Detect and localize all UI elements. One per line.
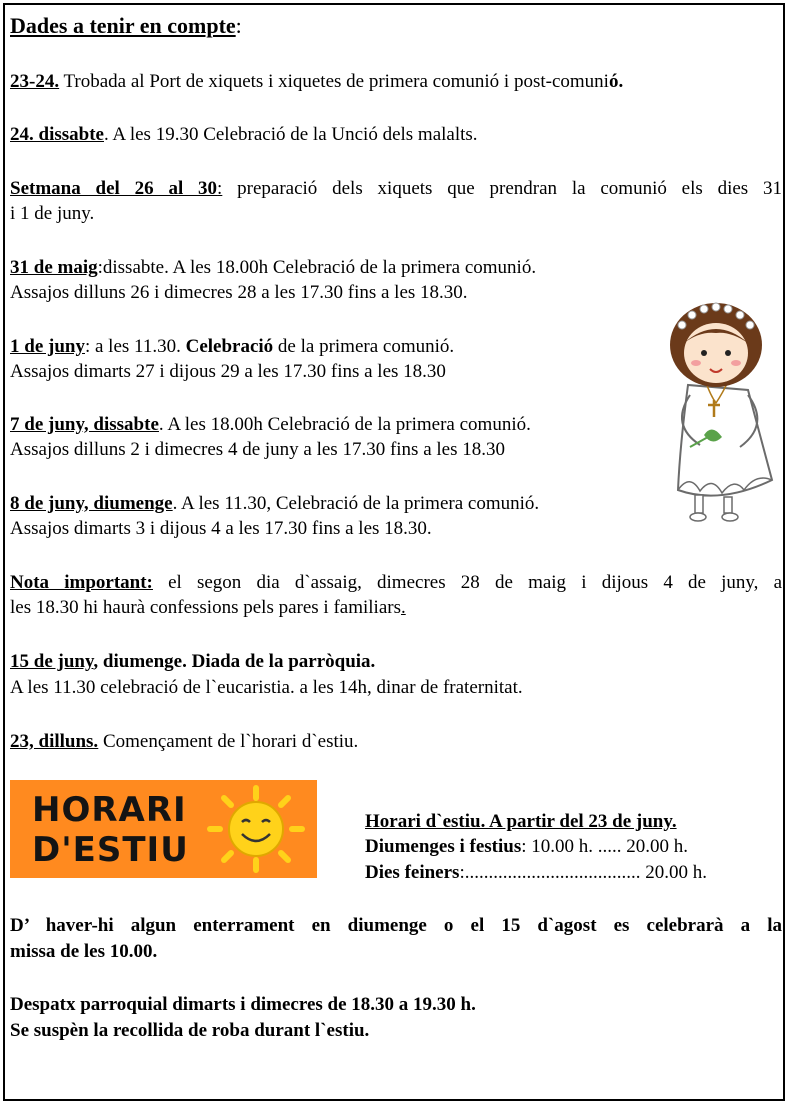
page-title: Dades a tenir en compte: [10,13,242,38]
communion-girl-illustration [660,295,780,525]
schedule-heading: Horari d`estiu. A partir del 23 de juny. [365,811,677,832]
banner-line1: HORARI [32,790,187,830]
item-1-juny-assajos: Assajos dimarts 27 i dijous 29 a les 17.30 fins a les 18.30 [10,361,446,382]
item-8-juny-assajos: Assajos dimarts 3 i dijous 4 a les 17.30 fins a les 18.30. [10,518,432,539]
item-7-juny: 7 de juny, dissabte. A les 18.00h Celebració de la primera comunió. [10,414,531,435]
item-31-maig-assajos: Assajos dilluns 26 i dimecres 28 a les 17.30 fins a les 18.30. [10,282,468,303]
item-31-maig: 31 de maig:dissabte. A les 18.00h Celebració de la primera comunió. [10,257,537,278]
schedule-row-diumenges: Diumenges i festius: 10.00 h. ..... 20.00 h. [365,836,689,857]
schedule-row-feiners: Dies feiners:..................................... 20.00 h. [365,862,707,883]
nota-important-line1: Nota important: el segon dia d`assaig, dimecres 28 de maig i dijous 4 de juny, a [10,572,783,593]
item-15-juny: 15 de juny, diumenge. Diada de la parròquia. [10,651,376,672]
item-8-juny: 8 de juny, diumenge. A les 11.30, Celebració de la primera comunió. [10,493,540,514]
item-23-24: 23-24. Trobada al Port de xiquets i xiquetes de primera comunió i post-comunió. [10,71,624,92]
note-despatx: Despatx parroquial dimarts i dimecres de 18.30 a 19.30 h. [10,994,476,1015]
item-7-juny-assajos: Assajos dilluns 2 i dimecres 4 de juny a les 17.30 fins a les 18.30 [10,439,505,460]
item-setmana-line2: i 1 de juny. [10,203,95,224]
item-1-juny: 1 de juny: a les 11.30. Celebració de la primera comunió. [10,336,455,357]
note-recollida-roba: Se suspèn la recollida de roba durant l`estiu. [10,1020,370,1041]
smiling-sun-icon [200,782,312,876]
item-setmana-line1: Setmana del 26 al 30: preparació dels xiquets que prendran la comunió els dies 31 [10,178,782,199]
nota-important-line2: les 18.30 hi haurà confessions pels pares i familiars. [10,597,406,618]
item-15-juny-detail: A les 11.30 celebració de l`eucaristia. a les 14h, dinar de fraternitat. [10,677,523,698]
note-enterrament-line1: D’ haver-hi algun enterrament en diumenge o el 15 d`agost es celebrarà a la [10,915,782,936]
note-enterrament-line2: missa de les 10.00. [10,941,158,962]
horari-estiu-banner [10,780,317,878]
item-24-dissabte: 24. dissabte. A les 19.30 Celebració de la Unció dels malalts. [10,124,478,145]
banner-line2: D'ESTIU [32,830,189,870]
item-23-dilluns: 23, dilluns. Començament de l`horari d`estiu. [10,731,359,752]
